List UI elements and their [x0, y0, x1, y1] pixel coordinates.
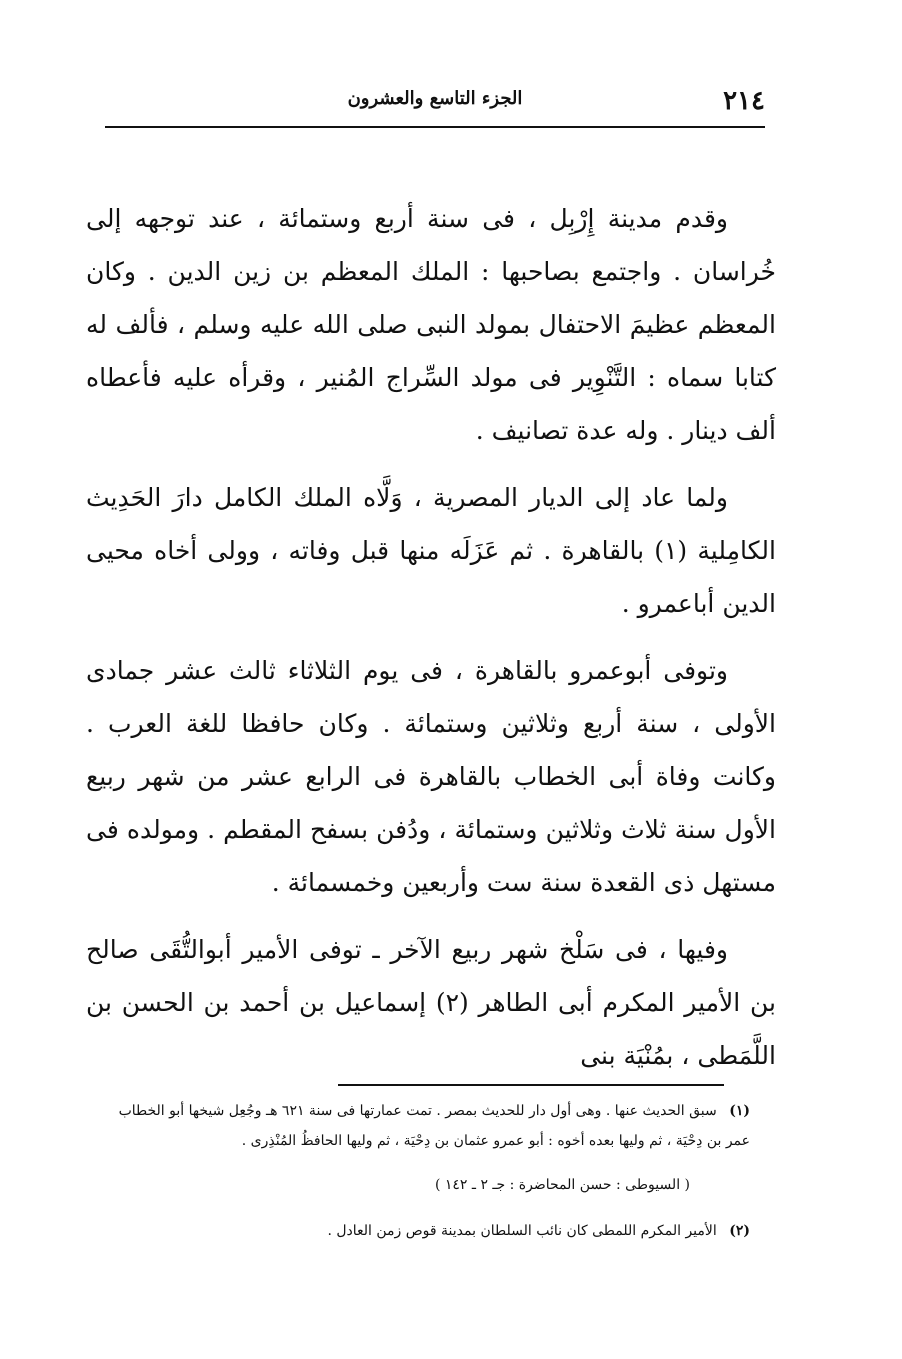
footnote-source: ( السيوطى : حسن المحاضرة : جـ ٢ ـ ١٤٢ ) [434, 1177, 690, 1193]
paragraph: وفيها ، فى سَلْخ شهر ربيع الآخر ـ توفى الأمير أبوالتُّقَى صالح بن الأمير المكرم أبى الطاهر (٢) إسماعيل بن أحمد بن الحسن بن اللَّمَطى ، بمُنْيَة بنى [86, 935, 776, 1070]
paragraph: وتوفى أبوعمرو بالقاهرة ، فى يوم الثلاثاء ثالث عشر جمادى الأولى ، سنة أربع وثلاثين وستمائة . وكان حافظا للغة العرب . وكانت وفاة أبى الخطاب بالقاهرة فى الرابع عشر من شهر ربيع الأول سنة ثلاث وثلاثين وستمائة ، ودُفن بسفح المقطم . ومولده فى مستهل ذى القعدة سنة ست وأربعين وخمسمائة . [86, 656, 776, 897]
running-title: الجزء التاسع والعشرون [347, 88, 523, 109]
footnotes [110, 1096, 750, 1260]
footnote [110, 1096, 750, 1156]
footnote-number: (٢) [729, 1223, 750, 1239]
footnote-number: (١) [729, 1103, 750, 1119]
page-header [105, 82, 765, 128]
footnote [110, 1216, 750, 1246]
paragraph: وقدم مدينة إِرْبِل ، فى سنة أربع وستمائة ، عند توجهه إلى خُراسان . واجتمع بصاحبها : الملك المعظم بن زين الدين . وكان المعظم عظيمَ الاحتفال بمولد النبى صلى الله عليه وسلم ، فألف له كتابا سماه : التَّنْوِير فى مولد السِّراج المُنير ، وقرأه عليه فأعطاه ألف دينار . وله عدة تصانيف . [86, 204, 776, 445]
footnote-separator [338, 1084, 724, 1086]
paragraph: ولما عاد إلى الديار المصرية ، وَلَّاه الملك الكامل دارَ الحَدِيث الكامِلية (١) بالقاهرة . ثم عَزَلَه منها قبل وفاته ، وولى أخاه محيى الدين أباعمرو . [86, 483, 776, 618]
footnote-text: سبق الحديث عنها . وهى أول دار للحديث بمصر . تمت عمارتها فى سنة ٦٢١ هـ وجُعِل شيخها أبو الخطاب عمر بن دِحْيَة ، ثم وليها بعده أخوه : أبو عمرو عثمان بن دِحْيَة ، ثم وليها الحافظُ المُنْذِرى . [118, 1103, 750, 1149]
main-text [86, 192, 776, 1096]
page-number: ٢١٤ [723, 86, 765, 116]
footnote-text: الأمير المكرم اللمطى كان نائب السلطان بمدينة قوص زمن العادل . [327, 1223, 717, 1239]
